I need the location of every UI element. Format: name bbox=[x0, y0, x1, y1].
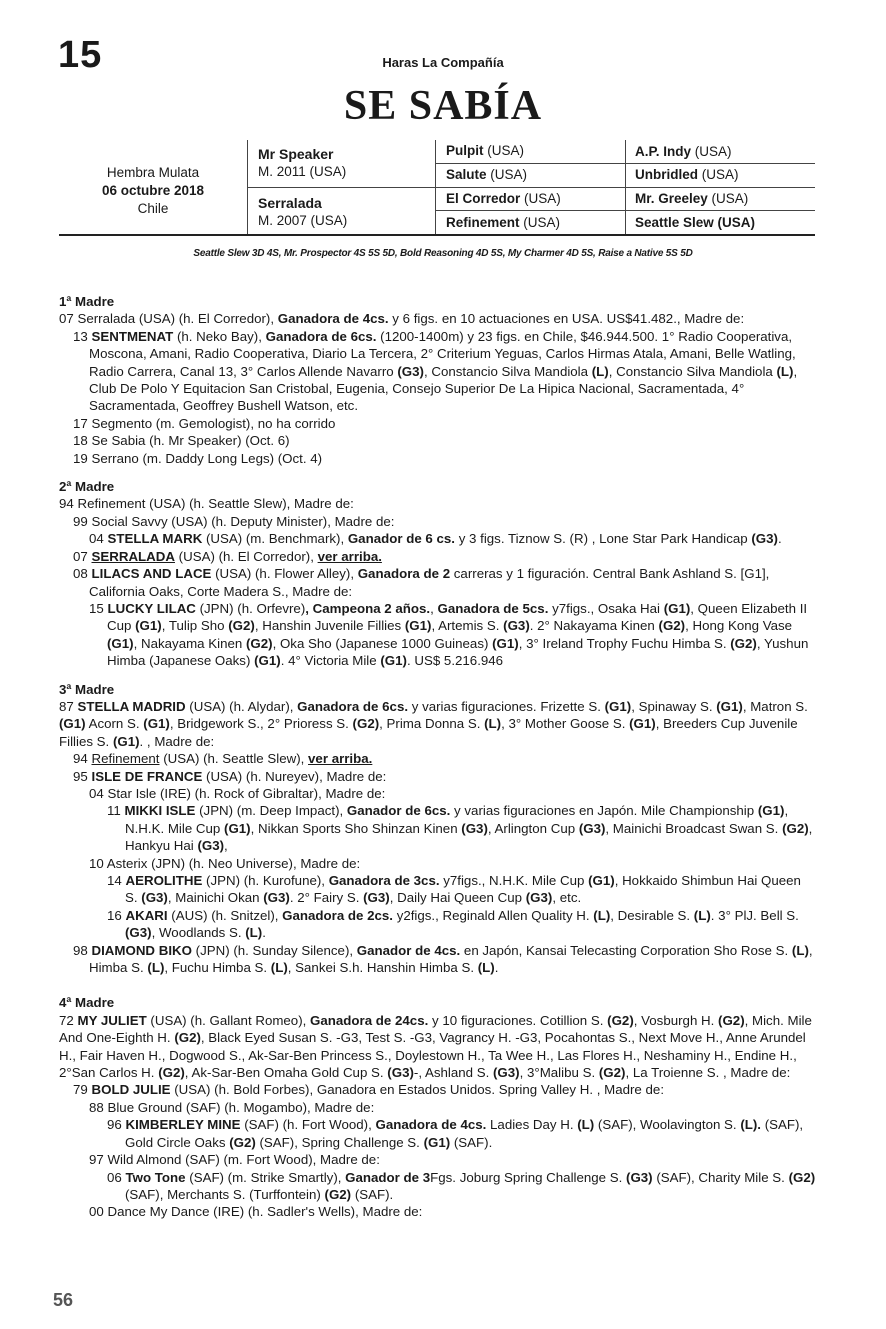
sire-name: Mr Speaker bbox=[258, 146, 334, 162]
section-heading: 2ª Madre bbox=[59, 479, 115, 495]
grandparent: Salute (USA) bbox=[446, 167, 528, 182]
produce-entry: 18 Se Sabia (h. Mr Speaker) (Oct. 6) bbox=[73, 433, 290, 449]
lot-number: 15 bbox=[58, 34, 103, 76]
section-heading: 1ª Madre bbox=[59, 294, 115, 309]
produce-entry: 79 BOLD JULIE (USA) (h. Bold Forbes), Ganadora en Estados Unidos. Spring Valley H. , Madre de: bbox=[73, 1082, 665, 1098]
produce-entry: 14 AEROLITHE (JPN) (h. Kurofune), Ganadora de 3cs. y7figs., N.H.K. Mile Cup (G1), Hokkaido Shimbun Hai Queen S. (G3), Mainichi Okan (G3). 2° Fairy S. (G3), Daily Hai Queen Cup (G3), etc. bbox=[107, 873, 801, 906]
grandparent: El Corredor (USA) bbox=[446, 191, 561, 206]
produce-entry: 95 ISLE DE FRANCE (USA) (h. Nureyev), Madre de: bbox=[73, 768, 387, 784]
family-produce-record bbox=[59, 293, 817, 1221]
horse-info bbox=[59, 164, 247, 218]
sex-color: Hembra Mulata bbox=[106, 165, 200, 180]
produce-entry: 98 DIAMOND BIKO (JPN) (h. Sunday Silence), Ganador de 4cs. en Japón, Kansai Telecasting Corporation Sho Rose S. (L), Himba S. (L), Fuchu Himba S. (L), Sankei S.h. Hanshin Himba S. (L). bbox=[73, 942, 813, 976]
birth-date: 06 octubre 2018 bbox=[101, 183, 205, 198]
produce-entry: 88 Blue Ground (SAF) (h. Mogambo), Madre de: bbox=[89, 1099, 375, 1115]
produce-entry: 07 Serralada (USA) (h. El Corredor), Ganadora de 4cs. y 6 figs. en 10 actuaciones en USA. US$41.482., Madre de: bbox=[59, 311, 745, 327]
pedigree-table bbox=[59, 140, 815, 236]
grandparent: Pulpit (USA) bbox=[446, 143, 524, 158]
great-grandparent: A.P. Indy (USA) bbox=[635, 144, 732, 159]
inbreeding-line: Seattle Slew 3D 4S, Mr. Prospector 4S 5S 5D, Bold Reasoning 4D 5S, My Charmer 4D 5S, Raise a Native 5S 5D bbox=[193, 248, 693, 259]
produce-entry: 10 Asterix (JPN) (h. Neo Universe), Madre de: bbox=[89, 855, 361, 871]
produce-entry: 11 MIKKI ISLE (JPN) (m. Deep Impact), Ganador de 6cs. y varias figuraciones en Japón. Mile Championship (G1), N.H.K. Mile Cup (G1), Nikkan Sports Sho Shinzan Kinen (G3), Arlington Cup (G3), Mainichi Broadcast Swan S. (G2), Hankyu Hai (G3), bbox=[107, 803, 813, 854]
great-grandparent: Seattle Slew (USA) bbox=[635, 215, 756, 230]
produce-entry: 06 Two Tone (SAF) (m. Strike Smartly), Ganador de 3Fgs. Joburg Spring Challenge S. (G3) (SAF), Charity Mile S. (G2) (SAF), Merchants S. (Turffontein) (G2) (SAF). bbox=[107, 1169, 816, 1202]
sire bbox=[258, 145, 428, 181]
produce-entry: 08 LILACS AND LACE (USA) (h. Flower Alley), Ganadora de 2 carreras y 1 figuración. Central Bank Ashland S. [G1], California Oaks, Corte Madera S., Madre de: bbox=[73, 566, 770, 599]
produce-entry: 07 SERRALADA (USA) (h. El Corredor), ver arriba. bbox=[73, 548, 382, 564]
produce-entry: 72 MY JULIET (USA) (h. Gallant Romeo), Ganadora de 24cs. y 10 figuraciones. Cotillion S. (G2), Vosburgh H. (G2), Mich. Mile And One-Eighth H. (G2), Black Eyed Susan S. -G3, Test S. -G3, Vagrancy H. -G3, Pocahontas S., Next Move H., Anne Arundel H., Fair Haven H., Dogwood S., Ak-Sar-Ben Princess S., Doylestown H., Ta Wee H., Las Flores H., Neshaminy H., Endine H., 2°San Carlos H. (G2), Ak-Sar-Ben Omaha Gold Cup S. (G3)-, Ashland S. (G3), 3°Malibu S. (G2), La Troienne S. , Madre de: bbox=[59, 1012, 812, 1081]
section-heading: 3ª Madre bbox=[59, 681, 115, 697]
country: Chile bbox=[137, 201, 169, 216]
produce-entry: 17 Segmento (m. Gemologist), no ha corrido bbox=[73, 415, 336, 431]
breeder-name: Haras La Compañía bbox=[382, 55, 504, 70]
produce-entry: 15 LUCKY LILAC (JPN) (h. Orfevre), Campeona 2 años., Ganadora de 5cs. y7figs., Osaka Hai (G1), Queen Elizabeth II Cup (G1), Tulip Sho (G2), Hanshin Juvenile Fillies (G1), Artemis S. (G3). 2° Nakayama Kinen (G2), Hong Kong Vase (G1), Nakayama Kinen (G2), Oka Sho (Japanese 1000 Guineas) (G1), 3° Ireland Trophy Fuchu Himba S. (G2), Yushun Himba (Japanese Oaks) (G1). 4° Victoria Mile (G1). US$ 5.216.946 bbox=[89, 600, 809, 669]
sire-detail: M. 2011 (USA) bbox=[258, 164, 347, 179]
page-number: 56 bbox=[53, 1290, 74, 1310]
great-grandparent: Unbridled (USA) bbox=[635, 167, 739, 182]
produce-entry: 99 Social Savvy (USA) (h. Deputy Minister), Madre de: bbox=[73, 513, 395, 529]
produce-entry: 94 Refinement (USA) (h. Seattle Slew), ver arriba. bbox=[73, 751, 373, 767]
horse-name: SE SABÍA bbox=[343, 83, 543, 129]
produce-entry: 04 STELLA MARK (USA) (m. Benchmark), Ganador de 6 cs. y 3 figs. Tiznow S. (R) , Lone Star Park Handicap (G3). bbox=[89, 531, 782, 547]
pedigree-divider bbox=[435, 163, 815, 164]
great-grandparent: Mr. Greeley (USA) bbox=[635, 191, 749, 206]
dam-name: Serralada bbox=[258, 195, 322, 211]
produce-entry: 97 Wild Almond (SAF) (m. Fort Wood), Madre de: bbox=[89, 1152, 380, 1168]
pedigree-divider bbox=[435, 210, 815, 211]
produce-entry: 04 Star Isle (IRE) (h. Rock of Gibraltar), Madre de: bbox=[89, 785, 386, 801]
dam bbox=[258, 194, 428, 230]
produce-entry: 96 KIMBERLEY MINE (SAF) (h. Fort Wood), Ganadora de 4cs. Ladies Day H. (L) (SAF), Woolavington S. (L). (SAF), Gold Circle Oaks (G2) (SAF), Spring Challenge S. (G1) (SAF). bbox=[107, 1117, 804, 1150]
produce-entry: 94 Refinement (USA) (h. Seattle Slew), Madre de: bbox=[59, 496, 354, 512]
pedigree-divider bbox=[247, 187, 815, 188]
section-heading: 4ª Madre bbox=[59, 995, 115, 1011]
grandparent: Refinement (USA) bbox=[446, 215, 561, 230]
produce-entry: 87 STELLA MADRID (USA) (h. Alydar), Ganadora de 6cs. y varias figuraciones. Frizette S. (G1), Spinaway S. (G1), Matron S.(G1) Acorn S. (G1), Bridgework S., 2° Prioress S. (G2), Prima Donna S. (L), 3° Mother Goose S. (G1), Breeders Cup Juvenile Fillies S. (G1). , Madre de: bbox=[59, 698, 808, 749]
produce-entry: 00 Dance My Dance (IRE) (h. Sadler's Wells), Madre de: bbox=[89, 1204, 423, 1220]
produce-entry: 13 SENTMENAT (h. Neko Bay), Ganadora de 6cs. (1200-1400m) y 23 figs. en Chile, $46.944.500. 1° Radio Cooperativa, Moscona, Amani, Radio Cooperativa, Diario La Tercera, 2° Criterium Yeguas, Carlos Hirmas Atala, Amani, Belle Watling, Radio Carrera, Canal 13, 3° Carlos Allende Navarro (G3), Constancio Silva Mandiola (L), Constancio Silva Mandiola (L), Club De Polo Y Equitacion San Cristobal, Eugenia, Consejo Superior De La Hipica Nacional, Sacramentada, 4° Sacramentada, Geoffrey Bushell Watson, etc. bbox=[73, 328, 798, 414]
produce-entry: 16 AKARI (AUS) (h. Snitzel), Ganadora de 2cs. y2figs., Reginald Allen Quality H. (L), Desirable S. (L). 3° PlJ. Bell S. (G3), Woodlands S. (L). bbox=[107, 907, 799, 941]
dam-detail: M. 2007 (USA) bbox=[258, 213, 348, 228]
produce-entry: 19 Serrano (m. Daddy Long Legs) (Oct. 4) bbox=[73, 450, 323, 466]
